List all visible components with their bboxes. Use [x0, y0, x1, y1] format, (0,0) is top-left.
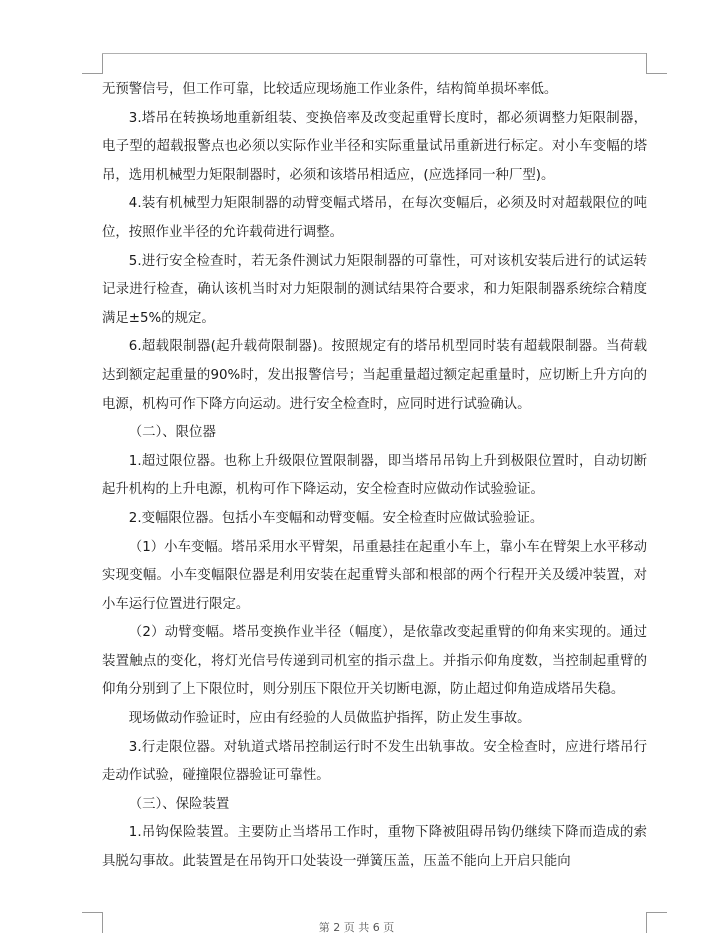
paragraph: （2）动臂变幅。塔吊变换作业半径（幅度），是依靠改变起重臂的仰角来实现的。通过装置触点的变化，将灯光信号传递到司机室的指示盘上。并指示仰角度数，当控制起重臂的仰角分别到了上下限位时，则分别压下限位开关切断电源，防止超过仰角造成塔吊失稳。: [102, 625, 647, 698]
paragraph: 2.变幅限位器。包括小车变幅和动臂变幅。安全检查时应做试验验证。: [128, 510, 544, 526]
paragraph: 3.行走限位器。对轨道式塔吊控制运行时不发生出轨事故。安全检查时，应进行塔吊行走动作试验，碰撞限位器验证可靠性。: [102, 739, 647, 784]
paragraph: 无预警信号，但工作可靠，比较适应现场施工作业条件，结构简单损坏率低。: [102, 82, 558, 97]
paragraph: 1.超过限位器。也称上升级限位置限制器，即当塔吊吊钩上升到极限位置时，自动切断起升机构的上升电源，机构可作下降运动，安全检查时应做动作试验验证。: [102, 453, 647, 498]
paragraph: 5.进行安全检查时，若无条件测试力矩限制器的可靠性，可对该机安装后进行的试运转记录进行检查，确认该机当时对力矩限制的测试结果符合要求，和力矩限制器系统综合精度满足±5%的规定。: [102, 253, 647, 326]
document-body: [102, 76, 647, 877]
crop-mark-top-left: [82, 53, 103, 74]
paragraph: 1.吊钩保险装置。主要防止当塔吊工作时，重物下降被阻碍吊钩仍继续下降而造成的索具脱勾事故。此装置是在吊钩开口处装设一弹簧压盖，压盖不能向上开启只能向: [102, 825, 647, 870]
page-footer: 第 2 页 共 6 页: [318, 921, 395, 934]
paragraph: 6.超载限制器(起升载荷限制器)。按照规定有的塔吊机型同时装有超载限制器。当荷载达到额定起重量的90%时，发出报警信号；当起重量超过额定起重量时，应切断上升方向的电源，机构可作下降方向运动。进行安全检查时，应同时进行试验确认。: [102, 339, 647, 412]
crop-mark-top-right: [646, 53, 667, 74]
page-top-border: [102, 53, 646, 54]
paragraph: 现场做动作验证时，应由有经验的人员做监护指挥，防止发生事故。: [128, 711, 531, 727]
section-heading: （二）、限位器: [128, 425, 216, 441]
paragraph: 4.装有机械型力矩限制器的动臂变幅式塔吊，在每次变幅后，必须及时对超载限位的吨位，按照作业半径的允许载荷进行调整。: [102, 196, 647, 240]
paragraph: 3.塔吊在转换场地重新组装、变换倍率及改变起重臂长度时，都必须调整力矩限制器，电子型的超载报警点也必须以实际作业半径和实际重量试吊重新进行标定。对小车变幅的塔吊，选用机械型力矩限制器时，必须和该塔吊相适应，(应选择同一种厂型)。: [102, 110, 647, 183]
section-heading: （三）、保险装置: [128, 796, 230, 812]
paragraph: （1）小车变幅。塔吊采用水平臂架，吊重悬挂在起重小车上，靠小车在臂架上水平移动实现变幅。小车变幅限位器是利用安装在起重臂头部和根部的两个行程开关及缓冲装置，对小车运行位置进行限定。: [102, 539, 647, 612]
